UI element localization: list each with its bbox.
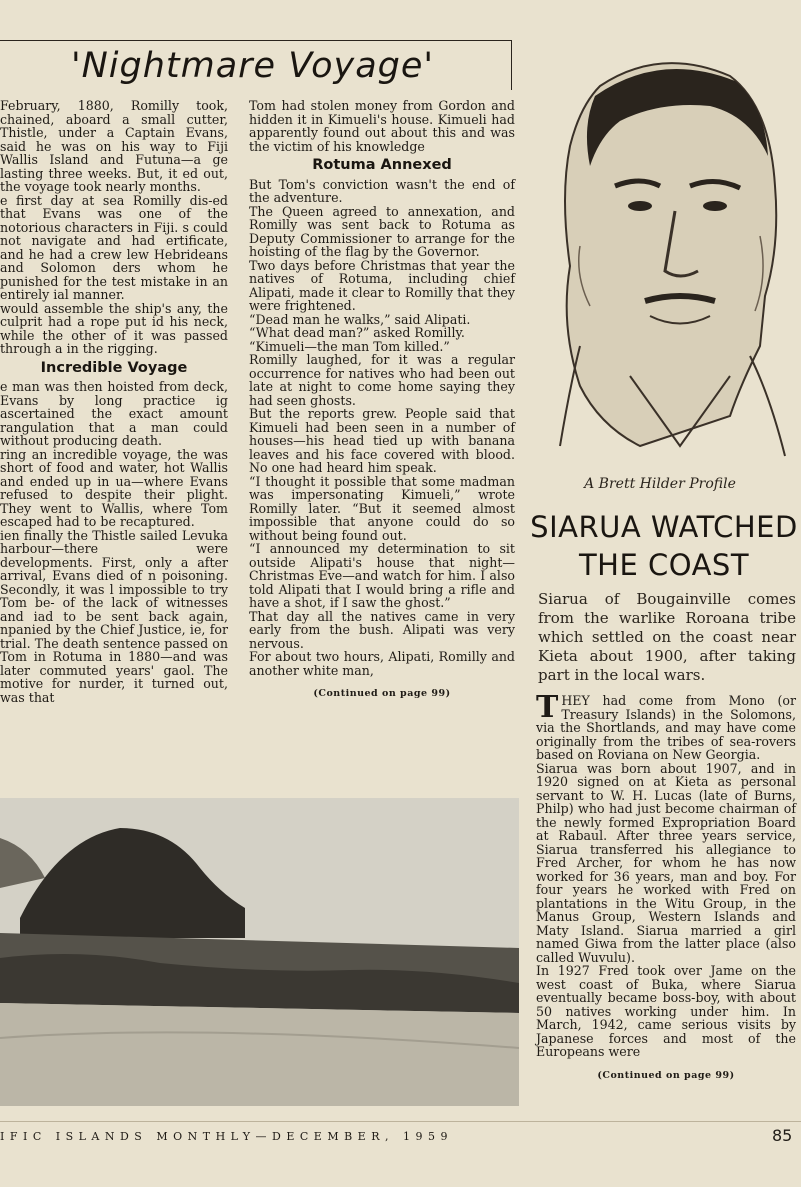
illustration-caption: A Brett Hilder Profile xyxy=(584,476,736,492)
article-column-2 xyxy=(249,99,515,701)
paragraph: In 1927 Fred took over Jame on the west coast of Buka, where Siarua eventually became boss-boy, with about 50 natives working under him. In March, 1942, came serious visits by Japanese forces and most of the Europeans were xyxy=(536,963,796,1059)
paragraph: Two days before Christmas that year the natives of Rotuma, including chief Alipati, made it clear to Romilly that they were frightened. xyxy=(249,257,515,313)
paragraph: “What dead man?” asked Romilly. xyxy=(249,325,465,340)
paragraph-text: HEY had come from Mono (or Treasury Islands) in the Solomons, via the Shortlands, and may have come originally from the tribes of sea-rovers based on Roviana on New Georgia. xyxy=(536,693,796,762)
continued-note: (Continued on page 99) xyxy=(313,688,451,699)
paragraph: But the reports grew. People said that Kimueli had been seen in a number of houses—his head tied up with banana leaves and his face covered with blood. No one had heard him speak. xyxy=(249,406,515,475)
portrait-illustration xyxy=(540,46,790,466)
subheading-incredible-voyage: Incredible Voyage xyxy=(40,359,188,376)
paragraph: But Tom's conviction wasn't the end of the adventure. xyxy=(249,176,515,205)
paragraph: “Dead man he walks,” said Alipati. xyxy=(249,311,471,327)
footer-rule xyxy=(0,1121,801,1122)
paragraph: “I thought it possible that some madman was impersonating Kimueli,” wrote Romilly later. “But it seemed almost impossible that anyone could do so without being found out. xyxy=(249,473,515,543)
top-rule xyxy=(0,40,512,41)
island-photo xyxy=(0,798,519,1106)
article-title-line-1: SIARUA WATCHED xyxy=(530,510,798,544)
paragraph: would assemble the ship's any, the culprit had a rope put id his neck, while the other of it was passed through a in the rigging. xyxy=(0,300,228,356)
paragraph xyxy=(536,690,796,762)
paragraph: ien finally the Thistle sailed Levuka harbour—there were developments. First, only a after arrival, Evans died of n poisoning. Secondly, it was l impossible to try Tom be- of the lack of witnesses and iad to be sent back again, npanied by the Chief Justice, ie, for trial. The death sentence passed on Tom in Rotuma in 1880—and was later commuted years' gaol. The motive for nurder, it turned out, was that xyxy=(0,527,228,705)
paragraph: The Queen agreed to annexation, and Romilly was sent back to Rotuma as Deputy Commissioner to arrange for the hoisting of the flag by the Governor. xyxy=(249,203,515,259)
paragraph: For about two hours, Alipati, Romilly and another white man, xyxy=(249,649,515,678)
paragraph: “Kimueli—the man Tom killed.” xyxy=(249,338,450,354)
drop-cap: T xyxy=(536,690,559,725)
paragraph: Romilly laughed, for it was a regular occurrence for natives who had been out late at night to come home saying they had seen ghosts. xyxy=(249,352,515,408)
paragraph: Tom had stolen money from Gordon and hidden it in Kimueli's house. Kimueli had apparently found out about this and was the victim of his knowledge xyxy=(249,98,515,154)
paragraph: February, 1880, Romilly took, chained, aboard a small cutter, Thistle, under a Captain Evans, said he was on his way to Fiji Wallis Island and Futuna—a ge lasting three weeks. But, it ed out, the voyage took nearly months. xyxy=(0,98,228,194)
paragraph: That day all the natives came in very early from the bush. Alipati was very nervous. xyxy=(249,608,515,651)
paragraph: Siarua was born about 1907, and in 1920 signed on at Kieta as personal servant to W. H. Lucas (late of Burns, Philp) who had just become chairman of the newly formed Expropriation Board at Rabaul. After three years service, Siarua transferred his allegiance to Fred Archer, for whom he has now worked for 36 years, man and boy. For four years he worked with Fred on plantations in the Witu Group, in the Manus Group, Western Islands and Maty Island. Siarua married a girl named Giwa from the latter place (also called Wuvulu). xyxy=(536,760,796,965)
headline-side-rule xyxy=(511,40,512,90)
article-title-line-2: THE COAST xyxy=(578,548,750,582)
footer-masthead: IFIC ISLANDS MONTHLY—DECEMBER, 1959 xyxy=(0,1130,453,1143)
paragraph: e first day at sea Romilly dis-ed that Evans was one of the notorious characters in Fiji. s could not navigate and had ertificate, and he had a crew lew Hebrideans and Solomon ders whom he punished for the test mistake in an entirely ial manner. xyxy=(0,192,228,302)
subheading-rotuma-annexed: Rotuma Annexed xyxy=(312,157,452,173)
paragraph: “I announced my determination to sit outside Alipati's house that night—Christmas Eve—and watch for him. I also told Alipati that I would bring a rifle and have a shot, if I saw the ghost.” xyxy=(249,541,515,610)
paragraph: ring an incredible voyage, the was short of food and water, hot Wallis and ended up in ua—where Evans refused to despite their plight. They went to Wallis, where Tom escaped had to be recaptured. xyxy=(0,446,228,529)
article-column-1 xyxy=(0,99,228,704)
article-column-3 xyxy=(536,690,796,1082)
article-headline: 'Nightmare Voyage' xyxy=(70,46,435,86)
article-lede: Siarua of Bougainville comes from the warlike Roroana tribe which settled on the coast near Kieta about 1900, after taking part in the local wars. xyxy=(538,590,796,684)
page-number: 85 xyxy=(772,1126,793,1145)
paragraph: e man was then hoisted from deck, Evans by long practice ig ascertained the exact amount rangulation that a man could without producing death. xyxy=(0,379,228,448)
continued-note: (Continued on page 99) xyxy=(597,1069,735,1081)
